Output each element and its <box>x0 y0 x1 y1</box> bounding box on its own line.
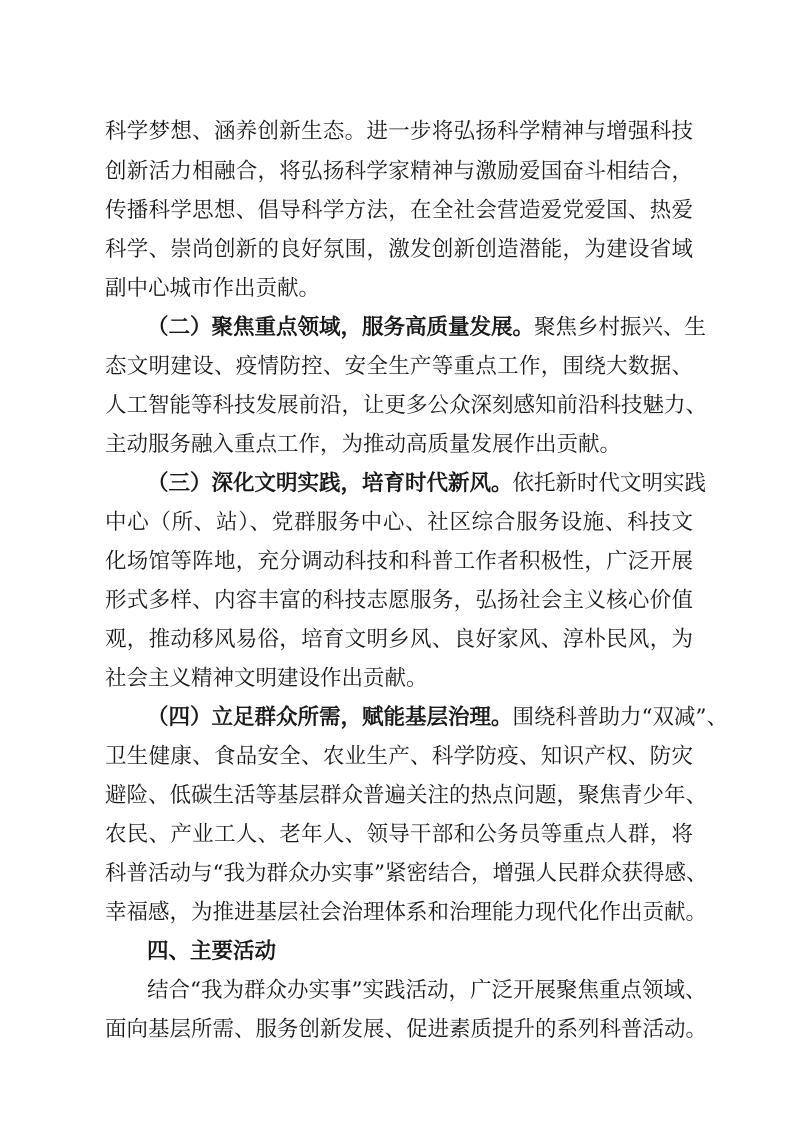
text-line: 传播科学思想、倡导科学方法，在全社会营造爱党爱国、热爱 <box>105 198 693 223</box>
text-line: 社会主义精神文明建设作出贡献。 <box>105 666 428 691</box>
section-heading: 四、主要活动 <box>147 939 277 964</box>
text-span: 依托新时代文明实践 <box>512 471 707 496</box>
text-line: 幸福感，为推进基层社会治理体系和治理能力现代化作出贡献。 <box>105 900 708 925</box>
text-span: 围绕科普助力“双减”、 <box>512 705 728 730</box>
text-line: 态文明建设、疫情防控、安全生产等重点工作，围绕大数据、 <box>105 354 693 379</box>
text-line: 人工智能等科技发展前沿，让更多公众深刻感知前沿科技魅力、 <box>105 393 708 418</box>
text-line: 化场馆等阵地，充分调动科技和科普工作者积极性，广泛开展 <box>105 549 693 574</box>
text-line: 结合“我为群众办实事”实践活动，广泛开展聚焦重点领域、 <box>147 978 707 1003</box>
text-line: 科学梦想、涵养创新生态。进一步将弘扬科学精神与增强科技 <box>105 119 693 144</box>
text-line: 副中心城市作出贡献。 <box>105 276 321 301</box>
paragraph-first-line <box>147 464 707 504</box>
text-line: 中心（所、站）、党群服务中心、社区综合服务设施、科技文 <box>105 510 693 535</box>
paragraph-first-line <box>147 308 707 348</box>
subheading-lead: （四）立足群众所需，赋能基层治理。 <box>147 705 513 730</box>
paragraph-first-line <box>147 698 728 738</box>
subheading-lead: （三）深化文明实践，培育时代新风。 <box>147 471 513 496</box>
text-line: 科学、崇尚创新的良好氛围，激发创新创造潜能，为建设省域 <box>105 237 693 262</box>
text-line: 创新活力相融合，将弘扬科学家精神与激励爱国奋斗相结合， <box>105 159 693 184</box>
text-line: 农民、产业工人、老年人、领导干部和公务员等重点人群，将 <box>105 822 693 847</box>
text-line: 面向基层所需、服务创新发展、促进素质提升的系列科普活动。 <box>105 1017 708 1042</box>
text-line: 主动服务融入重点工作，为推动高质量发展作出贡献。 <box>105 432 622 457</box>
text-line: 避险、低碳生活等基层群众普遍关注的热点问题，聚焦青少年、 <box>105 783 708 808</box>
subheading-lead: （二）聚焦重点领域，服务高质量发展。 <box>147 315 535 340</box>
text-line: 观，推动移风易俗，培育文明乡风、良好家风、淳朴民风，为 <box>105 627 693 652</box>
text-line: 形式多样、内容丰富的科技志愿服务，弘扬社会主义核心价值 <box>105 588 693 613</box>
text-line: 科普活动与“我为群众办实事”紧密结合，增强人民群众获得感、 <box>105 861 708 886</box>
text-span: 聚焦乡村振兴、生 <box>534 315 707 340</box>
text-line: 卫生健康、食品安全、农业生产、科学防疫、知识产权、防灾 <box>105 744 693 769</box>
